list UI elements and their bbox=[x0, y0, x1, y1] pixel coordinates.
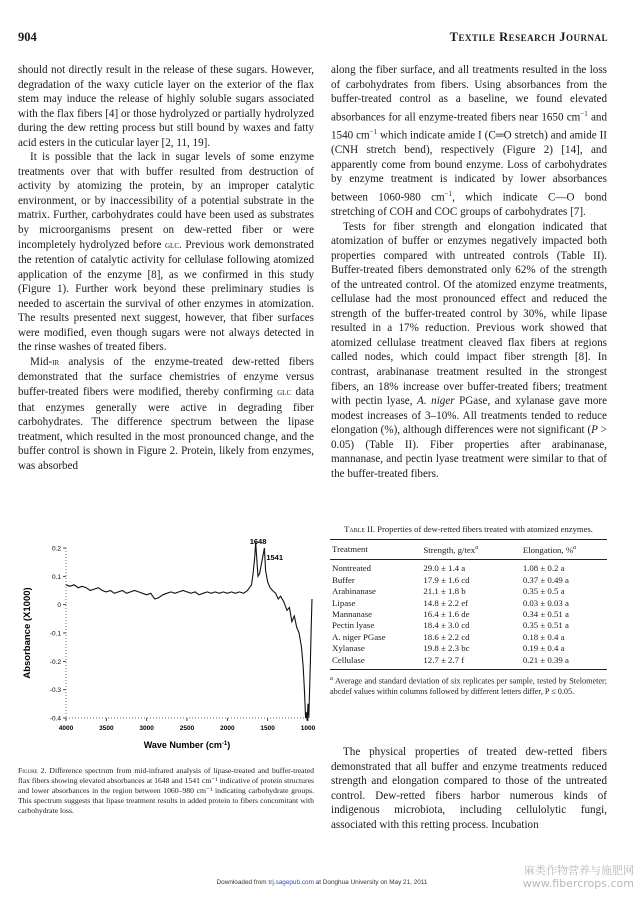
y-axis-label: Absorbance (X1000) bbox=[22, 587, 33, 679]
figure-2-caption: Figure 2. Difference spectrum from mid-infrared analysis of lipase-treated and buffer-treated flax fibers showing elevated absorbances at 1648 and 1541 cm⁻¹ indicative of protein structures and lower absorbances in the region between 1060–980 cm⁻¹ indicating carbohydrate groups. This spectrum suggests that lipase treatment results in added protein to fibers concomitant with carbohydrate loss. bbox=[18, 766, 314, 815]
chart-ticks bbox=[50, 546, 316, 733]
y-tick-label: -0.1 bbox=[49, 630, 61, 638]
table-row bbox=[330, 620, 607, 631]
journal-name: Textile Research Journal bbox=[449, 30, 608, 44]
page-header bbox=[18, 30, 608, 48]
page-number: 904 bbox=[18, 30, 37, 44]
table-row bbox=[330, 598, 607, 609]
y-tick-label: 0.1 bbox=[51, 573, 61, 581]
figure-2-spectrum bbox=[18, 528, 318, 758]
y-tick-label: -0.3 bbox=[49, 687, 61, 695]
table-row bbox=[330, 586, 607, 597]
cell-treatment: Nontreated bbox=[332, 563, 372, 574]
cell-treatment: Pectin lyase bbox=[332, 620, 375, 631]
watermark: 麻类作物营养与施肥网 www.fibercrops.com bbox=[522, 864, 634, 890]
left-paragraph-1: should not directly result in the release of these sugars. However, degradation of the waxy cuticle layer on the exterior of the flax stem may induce the release of highly soluble sugars associated with the flax fibers [4] or those hydrolyzed or partially hydrolyzed during the dew retting process but still bound by waxes and fatty acid esters in the cuticular layer [2, 11, 19]. bbox=[18, 64, 314, 149]
right-column-bottom bbox=[331, 745, 607, 832]
x-tick-label: 1500 bbox=[260, 725, 275, 732]
x-tick-label: 3500 bbox=[99, 725, 114, 732]
y-tick-label: 0 bbox=[57, 602, 61, 610]
x-axis-label: Wave Number $(cm^{-1})$ bbox=[143, 740, 231, 750]
cell-strength: 29.0 ± 1.4 a bbox=[423, 563, 466, 574]
y-tick-label: -0.2 bbox=[49, 658, 61, 666]
cell-treatment: Arabinanase bbox=[332, 586, 376, 597]
cell-strength: 17.9 ± 1.6 cd bbox=[423, 574, 470, 585]
cell-elongation: 0.35 ± 0.51 a bbox=[522, 620, 569, 631]
cell-strength: 21.1 ± 1.8 b bbox=[423, 586, 466, 597]
table-row bbox=[330, 643, 607, 654]
chart-axes bbox=[66, 548, 308, 718]
cell-elongation: 0.18 ± 0.4 a bbox=[522, 631, 565, 642]
cell-treatment: Lipase bbox=[332, 597, 356, 608]
cell-elongation: 0.37 ± 0.49 a bbox=[522, 574, 569, 585]
cell-treatment: A. niger PGase bbox=[332, 631, 386, 642]
properties-table bbox=[330, 539, 607, 670]
peak-label-1648: 1648 bbox=[249, 537, 267, 546]
table-row bbox=[330, 560, 607, 575]
cell-elongation: 0.21 ± 0.39 a bbox=[509, 655, 607, 670]
cell-elongation: 0.03 ± 0.03 a bbox=[522, 597, 569, 608]
header-treatment: Treatment bbox=[330, 540, 411, 560]
table-2 bbox=[330, 524, 607, 698]
cell-strength: 14.8 ± 2.2 ef bbox=[423, 597, 469, 608]
cell-elongation: 0.19 ± 0.4 a bbox=[522, 643, 565, 654]
x-tick-label: 2500 bbox=[179, 725, 195, 732]
x-tick-label: 1000 bbox=[300, 725, 316, 732]
table-row bbox=[330, 575, 607, 586]
cell-elongation: 1.08 ± 0.2 a bbox=[522, 563, 565, 574]
cell-strength: 18.6 ± 2.2 cd bbox=[423, 631, 470, 642]
right-column bbox=[331, 63, 607, 481]
table-2-title: Table II. Properties of dew-retted fibers treated with atomized enzymes. bbox=[344, 524, 593, 534]
cell-elongation: 0.35 ± 0.5 a bbox=[522, 586, 565, 597]
y-tick-label: -0.4 bbox=[49, 715, 61, 723]
y-tick-label: 0.2 bbox=[51, 545, 61, 553]
cell-strength: 16.4 ± 1.6 de bbox=[423, 608, 470, 619]
table-row bbox=[330, 609, 607, 620]
cell-treatment: Xylanase bbox=[332, 643, 365, 654]
table-row bbox=[330, 632, 607, 643]
right-paragraph-1: along the fiber surface, and all treatments resulted in the loss of carbohydrates from fibers. Using absorbances from the buffer-treated control as a baseline, we found elevated absorbances for all enzyme-treated fibers near 1650 $cm^{-1}$ and 1540 $cm^{-1}$ which indicate amide I (C═O stretch) and amide II (CNH stretch bend), respectively (Figure 2) [14], and apparently come from bound enzyme. Loss of carbohydrates by enzyme treatment is indicated by lower absorbances between 1060-980 $cm^{-1}$, which indicate C—O bond stretching of COH and COC groups of carbohydrates [7]. bbox=[331, 64, 608, 218]
cell-treatment: Buffer bbox=[332, 574, 355, 585]
cell-strength: 19.8 ± 2.3 bc bbox=[423, 643, 470, 654]
right-paragraph-2: Tests for fiber strength and elongation indicated that atomization of buffer or enzymes negatively impacted both properties compared with untreated controls (Table II). Buffer-treated fibers demonstrated only 62% of the strength of the untreated control. Of the atomized enzyme treatments, cellulase had the most pronounced effect and reduced the strength of the buffer-treated control by 30%, while lipase resulted in a 17% reduction. Previous work showed that atomized cellulase treatment cleaved flax fibers at regions called nodes, which could impact fiber strength [8]. In contrast, arabinanase treatment resulted in the strongest fibers, an 18% increase over buffer-treated fibers; treatment with pectin lyase, A. niger PGase, and xylanase gave more modest increases of 3–10%. All treatments tended to reduce elongation (%), although differences were not significant (P > 0.05) (Table II). Fiber properties after arabinanase, mannanase, and pectin lyase treatment were similar to that of the buffer-treated fibers. bbox=[331, 220, 608, 480]
spectrum-line bbox=[66, 542, 312, 721]
cell-treatment: Mannanase bbox=[332, 608, 373, 619]
cell-elongation: 0.34 ± 0.51 a bbox=[522, 608, 569, 619]
cell-treatment: Cellulase bbox=[330, 655, 411, 670]
left-paragraph-2: It is possible that the lack in sugar levels of some enzyme treatments over that with buffer resulted from destruction of activity by atomizing the protein, by an improper catalytic environment, or by inaccessibility of a potential substrate in the matrix. Further, carbohydrates could have been used as substrates by microorganisms present on dew-retted fiber or were incompletely hydrolyzed before glc. Previous work demonstrated the retention of catalytic activity for cellulase following atomized application of the enzyme [8], as we confirmed in this study (Figure 1). Further work beyond these preliminary studies is needed to ascertain the survival of other enzymes in atomization. The results presented next suggest, however, that fiber surfaces were modified, even though sugars were not always detected in the rinse washes of treated fibers. bbox=[18, 151, 314, 354]
spectrum-chart bbox=[18, 528, 318, 758]
left-paragraph-3: Mid-ir analysis of the enzyme-treated dew-retted fibers demonstrated that the surface chemistries of enzyme versus buffer-treated fibers were modified, thereby confirming glc data that enzymes generally were active in degrading fiber carbohydrates. The difference spectrum between the lipase treatment, which resulted in the most pronounced change, and the buffer control is shown in Figure 2. Protein, likely from enzymes, was absorbed bbox=[18, 355, 314, 472]
header-strength: Strength, g/tex$^a$ bbox=[411, 540, 508, 560]
x-tick-label: 4000 bbox=[58, 725, 74, 732]
download-footer: Downloaded from trj.sagepub.com at Donghua University on May 21, 2011 bbox=[216, 879, 428, 886]
cell-strength: 12.7 ± 2.7 f bbox=[411, 655, 508, 670]
left-column bbox=[18, 63, 314, 473]
table-row bbox=[330, 655, 607, 670]
peak-label-1541: 1541 bbox=[266, 553, 284, 562]
x-tick-label: 2000 bbox=[220, 725, 235, 732]
footer-link[interactable]: trj.sagepub.com bbox=[268, 879, 314, 886]
table-footnote: $^a$ Average and standard deviation of six replicates per sample, tested by Stelometer; abcdef values within columns followed by different letters differ, P ≤ 0.05. bbox=[330, 675, 607, 697]
cell-strength: 18.4 ± 3.0 cd bbox=[423, 620, 470, 631]
header-elongation: Elongation, %$^a$ bbox=[509, 540, 607, 560]
right-paragraph-3: The physical properties of treated dew-retted fibers demonstrated that all buffer and enzyme treatments reduced strength and elongation compared to those of the untreated control. Dew-retted fibers harbor numerous kinds of indigenous microbiota, including cellulolytic fungi, associated with this retting process. Incubation bbox=[331, 746, 607, 831]
x-tick-label: 3000 bbox=[139, 725, 154, 732]
